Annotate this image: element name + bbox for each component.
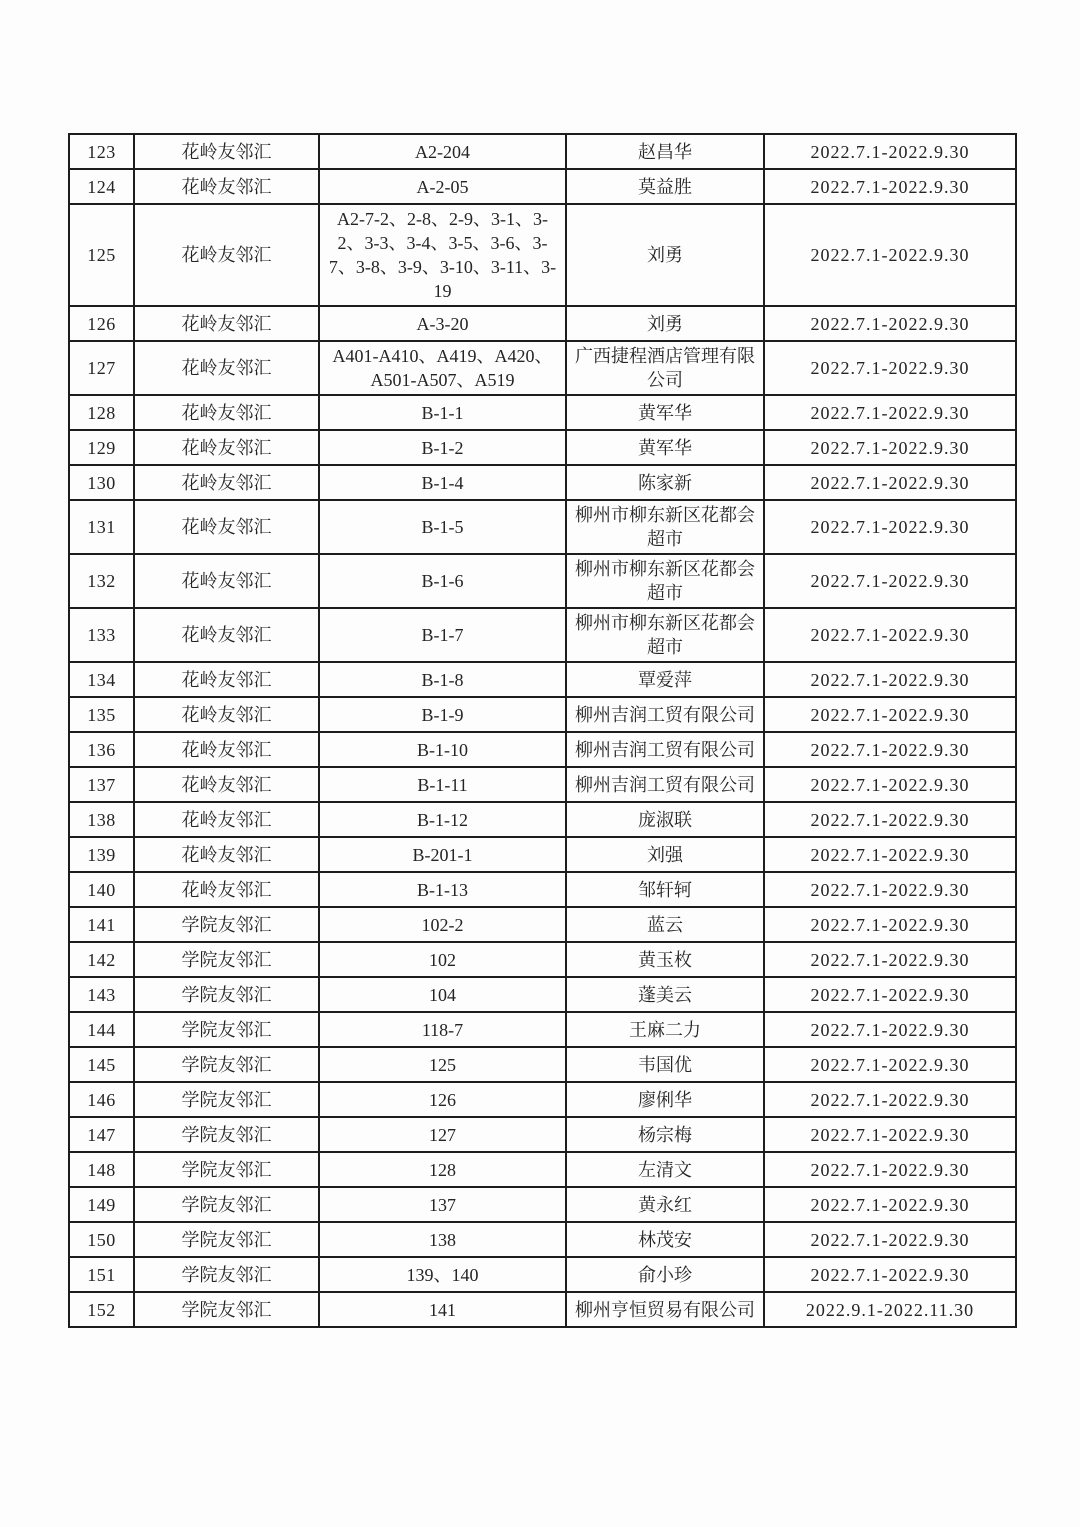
location-cell: 学院友邻汇 — [134, 942, 319, 977]
lease-period-cell: 2022.7.1-2022.9.30 — [764, 169, 1016, 204]
location-cell: 花岭友邻汇 — [134, 697, 319, 732]
tenant-name-cell: 黄玉枚 — [566, 942, 764, 977]
unit-number-cell: B-1-6 — [319, 554, 566, 608]
table-row — [69, 306, 1016, 341]
lease-period-cell: 2022.7.1-2022.9.30 — [764, 1257, 1016, 1292]
table-row — [69, 697, 1016, 732]
lease-period-cell: 2022.7.1-2022.9.30 — [764, 1012, 1016, 1047]
unit-number-cell: A-3-20 — [319, 306, 566, 341]
row-number-cell: 130 — [69, 465, 134, 500]
row-number-cell: 131 — [69, 500, 134, 554]
lease-table — [68, 133, 1017, 1328]
table-row — [69, 134, 1016, 169]
row-number-cell: 144 — [69, 1012, 134, 1047]
lease-period-cell: 2022.7.1-2022.9.30 — [764, 1047, 1016, 1082]
row-number-cell: 146 — [69, 1082, 134, 1117]
table-row — [69, 395, 1016, 430]
unit-number-cell: A401-A410、A419、A420、A501-A507、A519 — [319, 341, 566, 395]
lease-period-cell: 2022.7.1-2022.9.30 — [764, 802, 1016, 837]
lease-period-cell: 2022.7.1-2022.9.30 — [764, 608, 1016, 662]
table-row — [69, 430, 1016, 465]
tenant-name-cell: 左清文 — [566, 1152, 764, 1187]
lease-table-body — [69, 134, 1016, 1327]
location-cell: 花岭友邻汇 — [134, 306, 319, 341]
row-number-cell: 132 — [69, 554, 134, 608]
unit-number-cell: 137 — [319, 1187, 566, 1222]
table-row — [69, 341, 1016, 395]
location-cell: 学院友邻汇 — [134, 1047, 319, 1082]
tenant-name-cell: 柳州市柳东新区花都会超市 — [566, 608, 764, 662]
unit-number-cell: 126 — [319, 1082, 566, 1117]
lease-period-cell: 2022.7.1-2022.9.30 — [764, 977, 1016, 1012]
tenant-name-cell: 刘勇 — [566, 306, 764, 341]
table-row — [69, 767, 1016, 802]
unit-number-cell: B-1-8 — [319, 662, 566, 697]
tenant-name-cell: 柳州市柳东新区花都会超市 — [566, 554, 764, 608]
row-number-cell: 133 — [69, 608, 134, 662]
location-cell: 学院友邻汇 — [134, 1012, 319, 1047]
lease-period-cell: 2022.7.1-2022.9.30 — [764, 907, 1016, 942]
lease-period-cell: 2022.7.1-2022.9.30 — [764, 1222, 1016, 1257]
tenant-name-cell: 莫益胜 — [566, 169, 764, 204]
tenant-name-cell: 柳州吉润工贸有限公司 — [566, 697, 764, 732]
unit-number-cell: 128 — [319, 1152, 566, 1187]
location-cell: 学院友邻汇 — [134, 1187, 319, 1222]
table-row — [69, 977, 1016, 1012]
lease-period-cell: 2022.7.1-2022.9.30 — [764, 1187, 1016, 1222]
row-number-cell: 138 — [69, 802, 134, 837]
unit-number-cell: B-1-11 — [319, 767, 566, 802]
table-row — [69, 554, 1016, 608]
tenant-name-cell: 廖俐华 — [566, 1082, 764, 1117]
unit-number-cell: B-1-10 — [319, 732, 566, 767]
location-cell: 花岭友邻汇 — [134, 395, 319, 430]
unit-number-cell: A2-7-2、2-8、2-9、3-1、3-2、3-3、3-4、3-5、3-6、3-7、3-8、3-9、3-10、3-11、3-19 — [319, 204, 566, 306]
lease-period-cell: 2022.9.1-2022.11.30 — [764, 1292, 1016, 1327]
row-number-cell: 151 — [69, 1257, 134, 1292]
table-row — [69, 1117, 1016, 1152]
tenant-name-cell: 柳州吉润工贸有限公司 — [566, 767, 764, 802]
tenant-name-cell: 赵昌华 — [566, 134, 764, 169]
lease-period-cell: 2022.7.1-2022.9.30 — [764, 134, 1016, 169]
lease-period-cell: 2022.7.1-2022.9.30 — [764, 554, 1016, 608]
location-cell: 花岭友邻汇 — [134, 802, 319, 837]
tenant-name-cell: 黄军华 — [566, 395, 764, 430]
tenant-name-cell: 黄永红 — [566, 1187, 764, 1222]
table-row — [69, 1012, 1016, 1047]
unit-number-cell: B-1-13 — [319, 872, 566, 907]
row-number-cell: 136 — [69, 732, 134, 767]
row-number-cell: 152 — [69, 1292, 134, 1327]
location-cell: 花岭友邻汇 — [134, 608, 319, 662]
unit-number-cell: B-1-1 — [319, 395, 566, 430]
lease-period-cell: 2022.7.1-2022.9.30 — [764, 872, 1016, 907]
row-number-cell: 137 — [69, 767, 134, 802]
lease-period-cell: 2022.7.1-2022.9.30 — [764, 1082, 1016, 1117]
tenant-name-cell: 广西捷程酒店管理有限公司 — [566, 341, 764, 395]
location-cell: 学院友邻汇 — [134, 1292, 319, 1327]
tenant-name-cell: 蓝云 — [566, 907, 764, 942]
location-cell: 花岭友邻汇 — [134, 767, 319, 802]
tenant-name-cell: 覃爱萍 — [566, 662, 764, 697]
unit-number-cell: 104 — [319, 977, 566, 1012]
table-row — [69, 662, 1016, 697]
tenant-name-cell: 黄军华 — [566, 430, 764, 465]
unit-number-cell: 102-2 — [319, 907, 566, 942]
lease-period-cell: 2022.7.1-2022.9.30 — [764, 395, 1016, 430]
tenant-name-cell: 刘勇 — [566, 204, 764, 306]
table-row — [69, 608, 1016, 662]
table-row — [69, 837, 1016, 872]
row-number-cell: 141 — [69, 907, 134, 942]
location-cell: 学院友邻汇 — [134, 1082, 319, 1117]
location-cell: 花岭友邻汇 — [134, 169, 319, 204]
tenant-name-cell: 邹轩轲 — [566, 872, 764, 907]
table-row — [69, 802, 1016, 837]
location-cell: 花岭友邻汇 — [134, 554, 319, 608]
table-row — [69, 872, 1016, 907]
location-cell: 花岭友邻汇 — [134, 500, 319, 554]
location-cell: 花岭友邻汇 — [134, 341, 319, 395]
location-cell: 花岭友邻汇 — [134, 732, 319, 767]
location-cell: 学院友邻汇 — [134, 907, 319, 942]
unit-number-cell: A-2-05 — [319, 169, 566, 204]
location-cell: 学院友邻汇 — [134, 1152, 319, 1187]
lease-period-cell: 2022.7.1-2022.9.30 — [764, 306, 1016, 341]
row-number-cell: 124 — [69, 169, 134, 204]
tenant-name-cell: 庞淑联 — [566, 802, 764, 837]
tenant-name-cell: 陈家新 — [566, 465, 764, 500]
table-row — [69, 907, 1016, 942]
location-cell: 花岭友邻汇 — [134, 837, 319, 872]
unit-number-cell: B-1-9 — [319, 697, 566, 732]
row-number-cell: 128 — [69, 395, 134, 430]
row-number-cell: 143 — [69, 977, 134, 1012]
unit-number-cell: 125 — [319, 1047, 566, 1082]
location-cell: 学院友邻汇 — [134, 1257, 319, 1292]
unit-number-cell: A2-204 — [319, 134, 566, 169]
row-number-cell: 142 — [69, 942, 134, 977]
unit-number-cell: 127 — [319, 1117, 566, 1152]
unit-number-cell: B-201-1 — [319, 837, 566, 872]
table-row — [69, 732, 1016, 767]
tenant-name-cell: 柳州市柳东新区花都会超市 — [566, 500, 764, 554]
location-cell: 花岭友邻汇 — [134, 204, 319, 306]
row-number-cell: 123 — [69, 134, 134, 169]
row-number-cell: 129 — [69, 430, 134, 465]
unit-number-cell: 138 — [319, 1222, 566, 1257]
unit-number-cell: B-1-5 — [319, 500, 566, 554]
lease-period-cell: 2022.7.1-2022.9.30 — [764, 204, 1016, 306]
lease-period-cell: 2022.7.1-2022.9.30 — [764, 732, 1016, 767]
table-row — [69, 500, 1016, 554]
unit-number-cell: B-1-4 — [319, 465, 566, 500]
tenant-name-cell: 杨宗梅 — [566, 1117, 764, 1152]
row-number-cell: 150 — [69, 1222, 134, 1257]
lease-period-cell: 2022.7.1-2022.9.30 — [764, 837, 1016, 872]
table-row — [69, 169, 1016, 204]
table-row — [69, 1152, 1016, 1187]
row-number-cell: 145 — [69, 1047, 134, 1082]
tenant-name-cell: 蓬美云 — [566, 977, 764, 1012]
location-cell: 花岭友邻汇 — [134, 662, 319, 697]
table-row — [69, 1187, 1016, 1222]
table-row — [69, 1047, 1016, 1082]
lease-period-cell: 2022.7.1-2022.9.30 — [764, 341, 1016, 395]
lease-period-cell: 2022.7.1-2022.9.30 — [764, 1117, 1016, 1152]
table-row — [69, 204, 1016, 306]
tenant-name-cell: 林茂安 — [566, 1222, 764, 1257]
location-cell: 学院友邻汇 — [134, 1222, 319, 1257]
tenant-name-cell: 王麻二力 — [566, 1012, 764, 1047]
row-number-cell: 125 — [69, 204, 134, 306]
lease-period-cell: 2022.7.1-2022.9.30 — [764, 662, 1016, 697]
location-cell: 学院友邻汇 — [134, 977, 319, 1012]
row-number-cell: 127 — [69, 341, 134, 395]
unit-number-cell: B-1-2 — [319, 430, 566, 465]
lease-period-cell: 2022.7.1-2022.9.30 — [764, 500, 1016, 554]
table-row — [69, 1082, 1016, 1117]
tenant-name-cell: 韦国优 — [566, 1047, 764, 1082]
tenant-name-cell: 柳州吉润工贸有限公司 — [566, 732, 764, 767]
unit-number-cell: 141 — [319, 1292, 566, 1327]
row-number-cell: 126 — [69, 306, 134, 341]
unit-number-cell: 118-7 — [319, 1012, 566, 1047]
unit-number-cell: B-1-12 — [319, 802, 566, 837]
row-number-cell: 148 — [69, 1152, 134, 1187]
location-cell: 花岭友邻汇 — [134, 430, 319, 465]
unit-number-cell: 139、140 — [319, 1257, 566, 1292]
lease-period-cell: 2022.7.1-2022.9.30 — [764, 767, 1016, 802]
row-number-cell: 149 — [69, 1187, 134, 1222]
unit-number-cell: B-1-7 — [319, 608, 566, 662]
tenant-name-cell: 柳州亨恒贸易有限公司 — [566, 1292, 764, 1327]
tenant-name-cell: 刘强 — [566, 837, 764, 872]
lease-period-cell: 2022.7.1-2022.9.30 — [764, 1152, 1016, 1187]
table-row — [69, 942, 1016, 977]
lease-period-cell: 2022.7.1-2022.9.30 — [764, 697, 1016, 732]
row-number-cell: 135 — [69, 697, 134, 732]
table-row — [69, 465, 1016, 500]
location-cell: 花岭友邻汇 — [134, 465, 319, 500]
location-cell: 花岭友邻汇 — [134, 872, 319, 907]
row-number-cell: 139 — [69, 837, 134, 872]
table-row — [69, 1222, 1016, 1257]
table-row — [69, 1292, 1016, 1327]
table-row — [69, 1257, 1016, 1292]
row-number-cell: 134 — [69, 662, 134, 697]
location-cell: 学院友邻汇 — [134, 1117, 319, 1152]
row-number-cell: 147 — [69, 1117, 134, 1152]
location-cell: 花岭友邻汇 — [134, 134, 319, 169]
tenant-name-cell: 俞小珍 — [566, 1257, 764, 1292]
lease-period-cell: 2022.7.1-2022.9.30 — [764, 430, 1016, 465]
lease-period-cell: 2022.7.1-2022.9.30 — [764, 465, 1016, 500]
row-number-cell: 140 — [69, 872, 134, 907]
lease-period-cell: 2022.7.1-2022.9.30 — [764, 942, 1016, 977]
unit-number-cell: 102 — [319, 942, 566, 977]
